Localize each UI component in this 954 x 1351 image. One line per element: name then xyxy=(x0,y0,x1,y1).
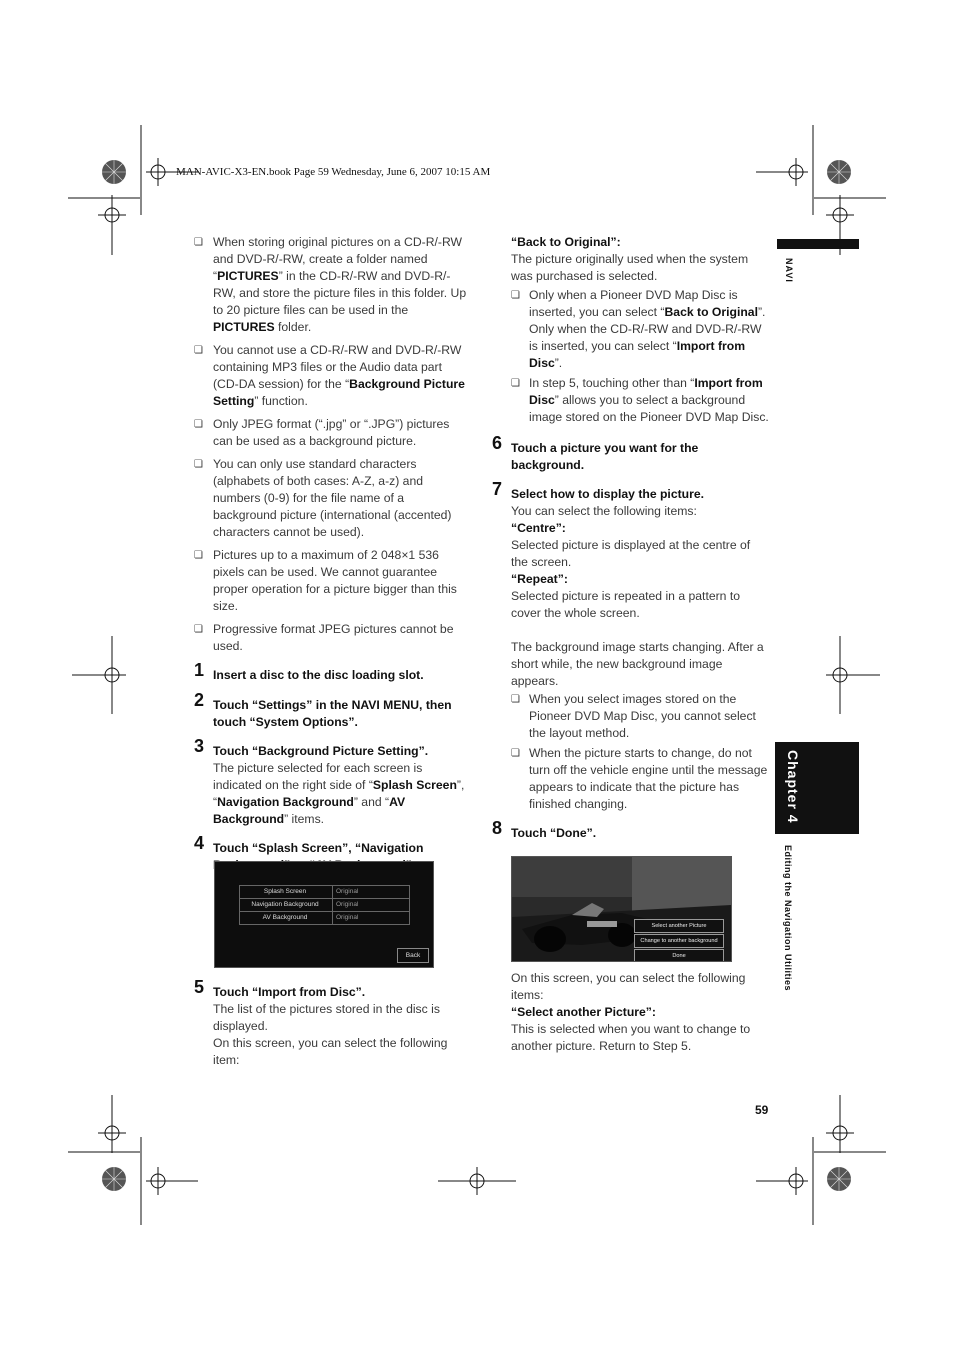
term-centre: “Centre”: xyxy=(511,521,566,535)
step-1 xyxy=(194,660,470,684)
menu-row-navigation-background: Navigation Background Original xyxy=(239,898,410,912)
step-number: 6 xyxy=(492,433,503,453)
step-8-text: On this screen, you can select the following items: “Select another Picture”: This is selected when you want to change to another picture. Return to Step 5. xyxy=(492,970,770,1055)
left-column xyxy=(194,234,470,874)
note-bullet: ❏ When the picture starts to change, do not turn off the vehicle engine until the message appears to indicate that the picture has finished changing. xyxy=(492,745,770,813)
step-title: Touch “Settings” in the NAVI MENU, then touch “System Options”. xyxy=(213,698,452,729)
note-bullet: ❏ You can only use standard characters (alphabets of both cases: A-Z, a-z) and numbers (0-9) for the file name of a background picture (international (accented) characters cannot be used). xyxy=(194,456,470,541)
navi-label: NAVI xyxy=(784,258,794,283)
done-menu xyxy=(634,919,724,962)
side-bar xyxy=(777,239,859,249)
step-number: 3 xyxy=(194,736,205,756)
file-header: MAN-AVIC-X3-EN.book Page 59 Wednesday, June 6, 2007 10:15 AM xyxy=(176,166,491,178)
page-number: 59 xyxy=(755,1103,769,1117)
step-title: Touch “Import from Disc”. xyxy=(213,985,366,999)
note-bullet: ❏ Only JPEG format (“.jpg” or “.JPG”) pictures can be used as a background picture. xyxy=(194,416,470,450)
step-number: 1 xyxy=(194,660,205,680)
menu-row-av-background: AV Background Original xyxy=(239,911,410,925)
note-bullet: ❏ When storing original pictures on a CD-R/-RW and DVD-R/-RW, create a folder named “PICTURES” in the CD-R/-RW and DVD-R/-RW, and store the picture files in this folder. Up to 20 picture files can be used in the PICTURES folder. xyxy=(194,234,470,336)
note-bullet: ❏ Pictures up to a maximum of 2 048×1 536 pixels can be used. We cannot guarantee proper operation for a picture bigger than this size. xyxy=(194,547,470,615)
step-title: Touch “Splash Screen”, “Navigation xyxy=(213,841,424,855)
section-label: Editing the Navigation Utilities xyxy=(783,845,793,992)
right-column: “Back to Original”: The picture originally used when the system was purchased is selected. ❏ Only when a Pioneer DVD Map Disc is inserted, you can select “Back to Original”. Only when the CD-R/-RW and DVD-R/-RW is inserted, you can select “Import from Disc”. ❏ In step 5, touching other than “Import from Disc” allows you to select a background image stored on the Pioneer DVD Map Disc. 6 Touch a picture you want for the background. 7 Select how to display the picture. You can select the following items: “Centre”: Selected picture is displayed at the centre of the screen. “Repeat”: Selected picture is repeated in a pattern to cover the whole screen. The background image starts changing. After a short while, the new background image appears. ❏ When you select images stored on the Pioneer DVD Map Disc, you cannot select the layout method. ❏ When the picture starts to change, do not turn off the vehicle engine until the message appears to indicate that the picture has finished changing. 8 Touch “Done”. xyxy=(492,234,770,842)
step-number: 5 xyxy=(194,977,205,997)
step-7: 7 Select how to display the picture. You can select the following items: “Centre”: Selected picture is displayed at the centre of the screen. “Repeat”: Selected picture is repeated in a pattern to cover the whole screen. The background image starts changing. After a short while, the new background image appears. xyxy=(492,486,770,690)
select-another-picture-button: Select another Picture xyxy=(634,919,724,933)
done-screenshot xyxy=(511,856,732,962)
note-bullet: ❏ When you select images stored on the Pioneer DVD Map Disc, you cannot select the layout method. xyxy=(492,691,770,742)
change-background-button: Change to another background xyxy=(634,934,724,948)
step-title: Touch “Done”. xyxy=(511,826,597,840)
background-setting-screenshot xyxy=(214,861,434,968)
term-select-another-picture: “Select another Picture”: xyxy=(511,1005,656,1019)
note-bullet: ❏ You cannot use a CD-R/-RW and DVD-R/-RW containing MP3 files or the Audio data part (CD-DA session) for the “Background Picture Setting” function. xyxy=(194,342,470,410)
done-button: Done xyxy=(634,949,724,962)
term-back-to-original: “Back to Original”: xyxy=(511,235,621,249)
step-number: 2 xyxy=(194,690,205,710)
step-title: Insert a disc to the disc loading slot. xyxy=(213,668,424,682)
step-title: Touch “Background Picture Setting”. xyxy=(213,744,429,758)
step-3: 3 Touch “Background Picture Setting”. The picture selected for each screen is indicated on the right side of “Splash Screen”, “Navigation Background” and “AV Background” items. xyxy=(194,743,470,828)
step-2 xyxy=(194,690,470,731)
step-8 xyxy=(492,818,770,842)
note-bullet: ❏ Only when a Pioneer DVD Map Disc is inserted, you can select “Back to Original”. Only when the CD-R/-RW and DVD-R/-RW is inserted, you can select “Import from Disc”. xyxy=(492,287,770,372)
menu-row-splash: Splash Screen Original xyxy=(239,885,410,899)
note-bullet: ❏ In step 5, touching other than “Import from Disc” allows you to select a background image stored on the Pioneer DVD Map Disc. xyxy=(492,375,770,426)
term-repeat: “Repeat”: xyxy=(511,572,568,586)
step-title: Touch a picture you want for the background. xyxy=(511,441,699,472)
step-number: 4 xyxy=(194,833,205,853)
step-number: 8 xyxy=(492,818,503,838)
step-title: Select how to display the picture. xyxy=(511,487,705,501)
step-number: 7 xyxy=(492,479,503,499)
chapter-label: Chapter 4 xyxy=(785,750,801,824)
back-button: Back xyxy=(397,948,429,963)
note-bullet: ❏ Progressive format JPEG pictures cannot be used. xyxy=(194,621,470,655)
step-6 xyxy=(492,433,770,474)
step-5: 5 Touch “Import from Disc”. The list of the pictures stored in the disc is displayed. On this screen, you can select the following item: xyxy=(194,984,470,1069)
